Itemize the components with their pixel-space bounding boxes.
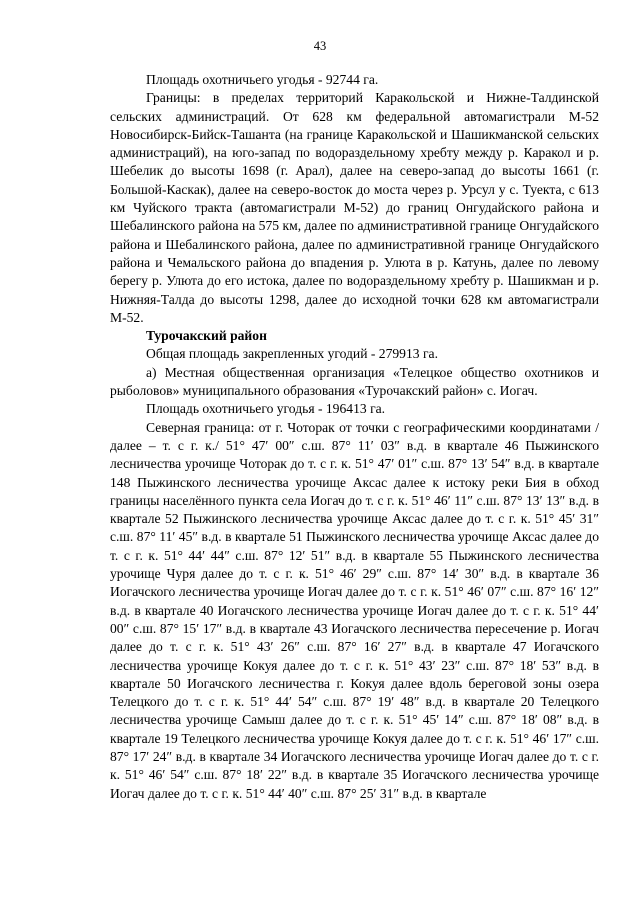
- section-heading: Турочакский район: [146, 328, 267, 344]
- paragraph-area: Площадь охотничьего угодья - 92744 га.: [146, 72, 379, 87]
- document-body: [110, 71, 599, 803]
- page-number: 43: [313, 39, 327, 53]
- paragraph-total-area: Общая площадь закрепленных угодий - 279913 га.: [146, 346, 438, 362]
- paragraph-boundaries: Границы: в пределах территорий Каракольской и Нижне-Талдинской сельских администраций. От 628 км федеральной автомагистрали М-52 Новосибирск-Бийск-Ташанта (на границе Каракольской и Шашикманской сельских администраций), на юго-запад по водораздельному хребту между р. Каракол и р. Шебелик до высоты 1698 (г. Арал), далее на северо-запад до высоты 1661 (г. Большой-Каскак), далее на северо-восток до моста через р. Урсул у с. Туекта, с 613 км Чуйского тракта (автомагистрали М-52) до границ Онгудайского района и Шебалинского района на 575 км, далее по административной границе Онгудайского района и Шебалинского района, далее по административной границе Онгудайского района и Чемальского района до впадения р. Улюта в р. Катунь, далее по левому берегу р. Улюта до его истока, далее по водораздельному хребту р. Шашикман и р. Нижняя-Талда до высоты 1298, далее до исходной точки 628 км автомагистрали М-52.: [110, 90, 599, 325]
- paragraph-hunting-area: Площадь охотничьего угодья - 196413 га.: [146, 401, 386, 417]
- paragraph-north-boundary: Северная граница: от г. Чоторак от точки с географическими координатами /далее – т. с г. к./ 51° 47′ 00″ с.ш. 87° 11′ 03″ в.д. в квартале 46 Пыжинского лесничества урочище Чоторак до т. с г. к. 51° 47′ 01″ с.ш. 87° 13′ 54″ в.д. в квартале 148 Пыжинского лесничества урочище Аксас далее к истоку реки Бия в обход границы населённого пункта села Иогач до т. с г. к. 51° 46′ 11″ с.ш. 87° 13′ 13″ в.д. в квартале 52 Пыжинского лесничества урочище Аксас далее до т. с г. к. 51° 45′ 31″ с.ш. 87° 11′ 45″ в.д. в квартале 51 Пыжинского лесничества урочище Аксас далее до т. с г. к. 51° 44′ 44″ с.ш. 87° 12′ 51″ в.д. в квартале 55 Пыжинского лесничества урочище Чуря далее до т. с г. к. 51° 46′ 29″ с.ш. 87° 14′ 30″ в.д. в квартале 36 Иогачского лесничества урочище Иогач далее до т. с г. к. 51° 46′ 07″ с.ш. 87° 16′ 12″ в.д. в квартале 40 Иогачского лесничества урочище Иогач далее до т. с г. к. 51° 44′ 00″ с.ш. 87° 15′ 17″ в.д. в квартале 43 Иогачского лесничества пересечение р. Иогач далее до т. с г. к. 51° 43′ 26″ с.ш. 87° 16′ 27″ в.д. в квартале 47 Иогачского лесничества урочище Кокуя далее до т. с г. к. 51° 43′ 23″ с.ш. 87° 18′ 53″ в.д. в квартале 50 Иогачского лесничества г. Кокуя далее вдоль береговой зоны озера Телецкого до т. с г. к. 51° 44′ 54″ с.ш. 87° 19′ 48″ в.д. в квартале 20 Телецкого лесничества урочище Самыш далее до т. с г. к. 51° 45′ 14″ с.ш. 87° 18′ 08″ в.д. в квартале 19 Телецкого лесничества урочище Кокуя далее до т. с г. к. 51° 46′ 17″ с.ш. 87° 17′ 24″ в.д. в квартале 34 Иогачского лесничества урочище Иогач далее до т. с г. к. 51° 46′ 54″ с.ш. 87° 18′ 22″ в.д. в квартале 35 Иогачского лесничества урочище Иогач далее до т. с г. к. 51° 44′ 40″ с.ш. 87° 25′ 31″ в.д. в квартале: [110, 419, 599, 801]
- paragraph-organization: а) Местная общественная организация «Телецкое общество охотников и рыболовов» муниципального образования «Турочакский район» с. Иогач.: [110, 364, 599, 399]
